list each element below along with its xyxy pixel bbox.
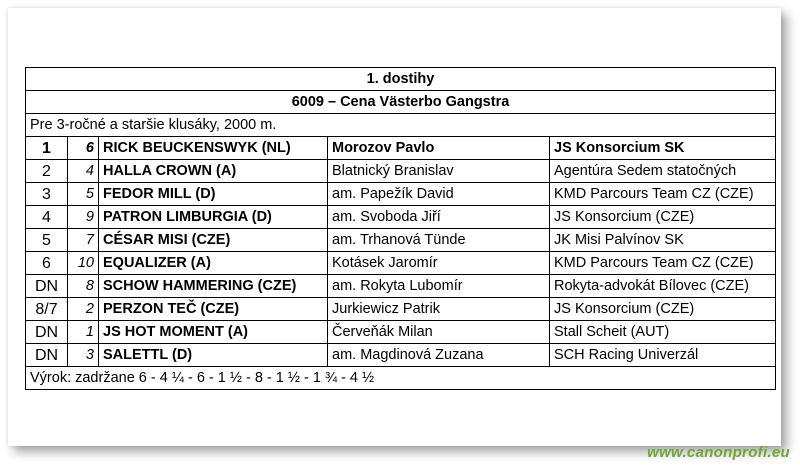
number-cell: 5: [68, 183, 99, 206]
number-cell: 1: [68, 321, 99, 344]
jockey-cell: Červeňák Milan: [328, 321, 550, 344]
owner-cell: JS Konsorcium SK: [550, 137, 776, 160]
jockey-cell: Kotásek Jaromír: [328, 252, 550, 275]
number-cell: 9: [68, 206, 99, 229]
horse-cell: SCHOW HAMMERING (CZE): [99, 275, 328, 298]
place-cell: 1: [26, 137, 68, 160]
owner-cell: JK Misi Palvínov SK: [550, 229, 776, 252]
race-footer: Výrok: zadržane 6 - 4 ¼ - 6 - 1 ½ - 8 - 1 ½ - 1 ¾ - 4 ½: [26, 367, 776, 390]
horse-cell: PERZON TEČ (CZE): [99, 298, 328, 321]
horse-cell: HALLA CROWN (A): [99, 160, 328, 183]
watermark: www.canonprofi.eu: [647, 444, 790, 461]
race-title: 1. dostihy: [26, 68, 776, 91]
place-cell: 2: [26, 160, 68, 183]
place-cell: DN: [26, 275, 68, 298]
race-conditions: Pre 3-ročné a staršie klusáky, 2000 m.: [26, 114, 776, 137]
number-cell: 3: [68, 344, 99, 367]
table-row: [26, 229, 776, 252]
number-cell: 6: [68, 137, 99, 160]
table-row: [26, 252, 776, 275]
jockey-cell: am. Svoboda Jiří: [328, 206, 550, 229]
race-conditions-row: [26, 114, 776, 137]
table-row: [26, 206, 776, 229]
horse-cell: FEDOR MILL (D): [99, 183, 328, 206]
horse-cell: CÉSAR MISI (CZE): [99, 229, 328, 252]
number-cell: 10: [68, 252, 99, 275]
place-cell: 8/7: [26, 298, 68, 321]
owner-cell: Rokyta-advokát Bílovec (CZE): [550, 275, 776, 298]
horse-cell: JS HOT MOMENT (A): [99, 321, 328, 344]
table-row: [26, 275, 776, 298]
table-row: [26, 137, 776, 160]
owner-cell: Agentúra Sedem statočných: [550, 160, 776, 183]
owner-cell: KMD Parcours Team CZ (CZE): [550, 252, 776, 275]
owner-cell: JS Konsorcium (CZE): [550, 298, 776, 321]
jockey-cell: am. Rokyta Lubomír: [328, 275, 550, 298]
horse-cell: EQUALIZER (A): [99, 252, 328, 275]
jockey-cell: am. Trhanová Tünde: [328, 229, 550, 252]
table-row: [26, 183, 776, 206]
table-row: [26, 298, 776, 321]
number-cell: 4: [68, 160, 99, 183]
jockey-cell: am. Papežík David: [328, 183, 550, 206]
number-cell: 2: [68, 298, 99, 321]
place-cell: 3: [26, 183, 68, 206]
place-cell: DN: [26, 344, 68, 367]
place-cell: 6: [26, 252, 68, 275]
owner-cell: Stall Scheit (AUT): [550, 321, 776, 344]
table-row: [26, 344, 776, 367]
place-cell: 5: [26, 229, 68, 252]
race-results-table: [25, 67, 776, 390]
number-cell: 8: [68, 275, 99, 298]
jockey-cell: Blatnický Branislav: [328, 160, 550, 183]
table-row: [26, 160, 776, 183]
table-row: [26, 321, 776, 344]
jockey-cell: Jurkiewicz Patrik: [328, 298, 550, 321]
race-subtitle: 6009 – Cena Västerbo Gangstra: [26, 91, 776, 114]
number-cell: 7: [68, 229, 99, 252]
jockey-cell: Morozov Pavlo: [328, 137, 550, 160]
horse-cell: RICK BEUCKENSWYK (NL): [99, 137, 328, 160]
owner-cell: SCH Racing Univerzál: [550, 344, 776, 367]
race-title-row: [26, 68, 776, 91]
horse-cell: SALETTL (D): [99, 344, 328, 367]
owner-cell: KMD Parcours Team CZ (CZE): [550, 183, 776, 206]
place-cell: 4: [26, 206, 68, 229]
jockey-cell: am. Magdinová Zuzana: [328, 344, 550, 367]
race-footer-row: [26, 367, 776, 390]
race-subtitle-row: [26, 91, 776, 114]
place-cell: DN: [26, 321, 68, 344]
horse-cell: PATRON LIMBURGIA (D): [99, 206, 328, 229]
owner-cell: JS Konsorcium (CZE): [550, 206, 776, 229]
